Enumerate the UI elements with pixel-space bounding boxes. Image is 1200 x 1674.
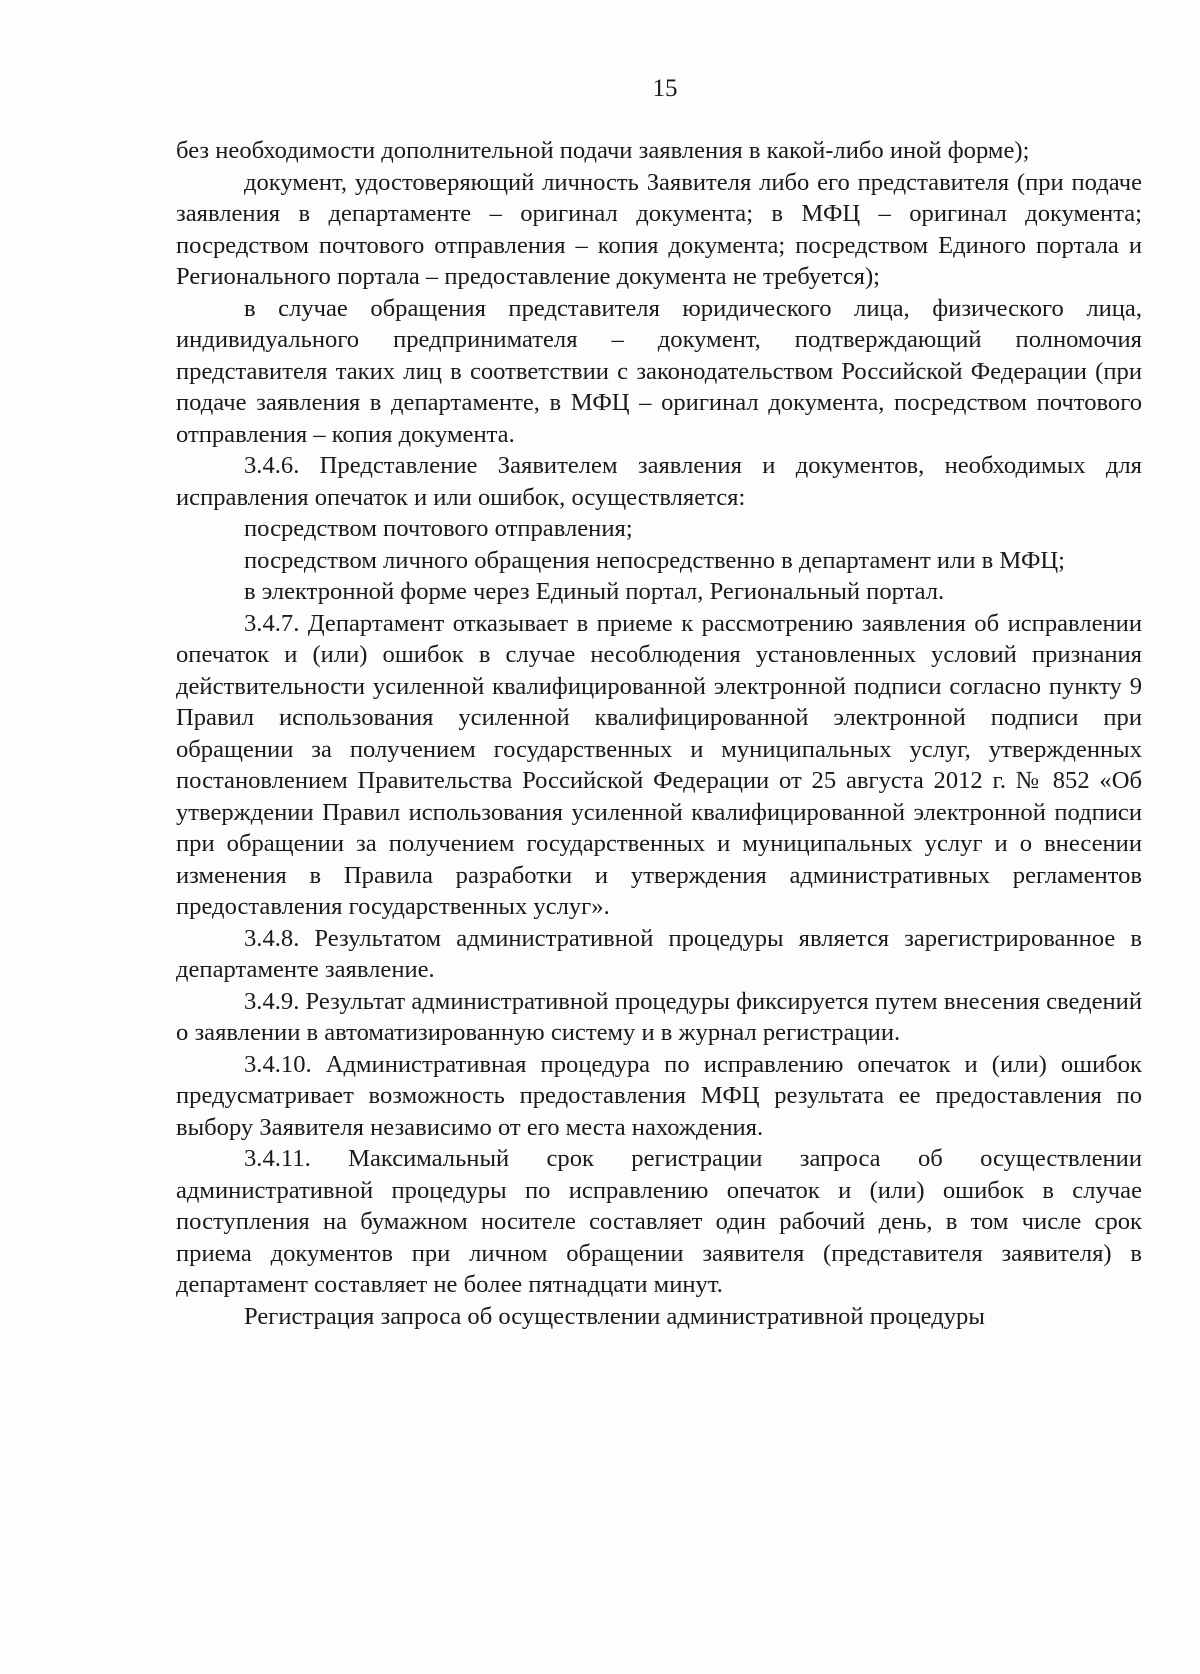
document-body xyxy=(176,135,1142,1332)
paragraph-3-4-9: 3.4.9. Результат административной процедуры фиксируется путем внесения сведений о заявлении в автоматизированную систему и в журнал регистрации. xyxy=(176,987,1142,1046)
paragraph-3-4-10: 3.4.10. Административная процедура по исправлению опечаток и (или) ошибок предусматривает возможность предоставления МФЦ результата ее предоставления по выбору Заявителя независимо от его места нахождения. xyxy=(176,1050,1142,1141)
paragraph-3-4-11: 3.4.11. Максимальный срок регистрации запроса об осуществлении административной процедуры по исправлению опечаток и (или) ошибок в случае поступления на бумажном носителе составляет один рабочий день, в том числе срок приема документов при личном обращении заявителя (представителя заявителя) в департамент составляет не более пятнадцати минут. xyxy=(176,1145,1142,1298)
paragraph-3-4-8: 3.4.8. Результатом административной процедуры является зарегистрированное в департаменте заявление. xyxy=(176,924,1142,983)
paragraph-electronic: в электронной форме через Единый портал, Региональный портал. xyxy=(244,578,945,605)
paragraph-personal-visit: посредством личного обращения непосредственно в департамент или в МФЦ; xyxy=(244,546,1065,574)
paragraph-postal: посредством почтового отправления; xyxy=(244,515,633,542)
paragraph-identity-document: документ, удостоверяющий личность Заявителя либо его представителя (при подаче заявления в департаменте – оригинал документа; в МФЦ – оригинал документа; посредством почтового отправления – копия документа; посредством Единого портала и Регионального портала – предоставление документа не требуется); xyxy=(176,168,1142,290)
paragraph-3-4-7: 3.4.7. Департамент отказывает в приеме к рассмотрению заявления об исправлении опечаток и (или) ошибок в случае несоблюдения установленных условий признания действительности усиленной квалифицированной электронной подписи согласно пункту 9 Правил использования усиленной квалифицированной электронной подписи при обращении за получением государственных и муниципальных услуг, утвержденных постановлением Правительства Российской Федерации от 25 августа 2012 г. № 852 «Об утверждении Правил использования усиленной квалифицированной электронной подписи при обращении за получением государственных и муниципальных услуг и о внесении изменения в Правила разработки и утверждения административных регламентов предоставления государственных услуг». xyxy=(176,609,1142,920)
paragraph-representative-authority: в случае обращения представителя юридического лица, физического лица, индивидуального предпринимателя – документ, подтверждающий полномочия представителя таких лиц в соответствии с законодательством Российской Федерации (при подаче заявления в департаменте, в МФЦ – оригинал документа, посредством почтового отправления – копия документа. xyxy=(176,294,1142,448)
paragraph-continuation: без необходимости дополнительной подачи заявления в какой-либо иной форме); xyxy=(176,137,1030,164)
page-number: 15 xyxy=(652,75,678,102)
paragraph-3-4-6: 3.4.6. Представление Заявителем заявления и документов, необходимых для исправления опечаток и или ошибок, осуществляется: xyxy=(176,452,1142,511)
paragraph-registration: Регистрация запроса об осуществлении административной процедуры xyxy=(244,1302,985,1330)
